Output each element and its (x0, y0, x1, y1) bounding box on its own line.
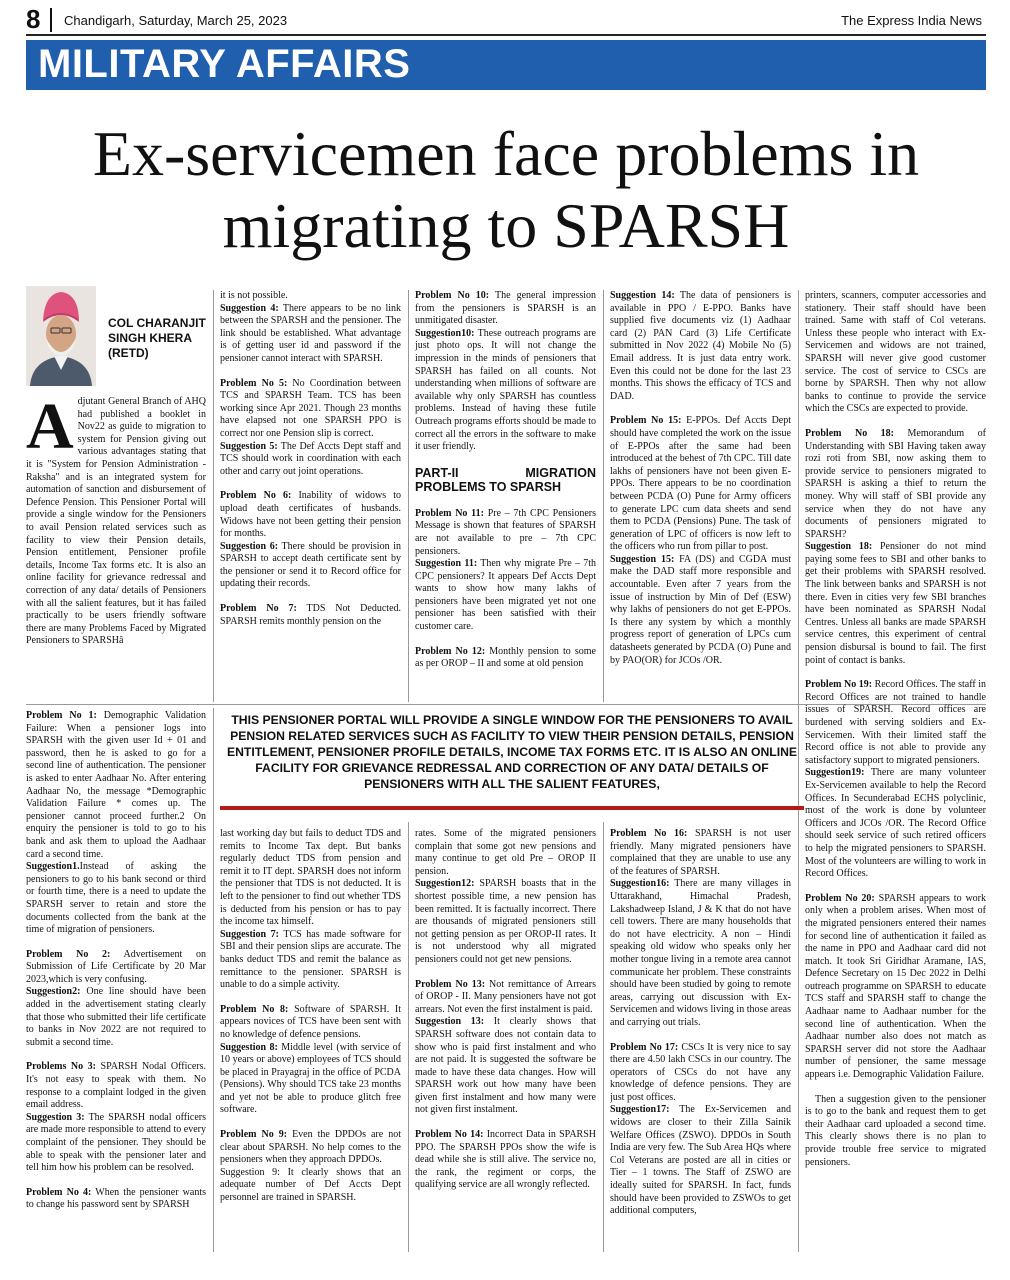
author-byline (108, 316, 208, 361)
paragraph: Problem No 12: Monthly pension to some as per OROP – II and some at old pension (415, 645, 596, 670)
author-name-line1: COL CHARANJIT (108, 316, 206, 330)
pull-quote: THIS PENSIONER PORTAL WILL PROVIDE A SINGLE WINDOW FOR THE PENSIONERS TO AVAIL PENSION RELATED SERVICES SUCH AS FACILITY TO VIEW THEIR PENSION DETAILS, PENSION ENTITLEMENT, PENSIONER PROFILE DETAILS, INCOME TAX FORMS ETC. IT IS ALSO AN ONLINE FACILITY FOR GRIEVANCE REDRESSAL AND CORRECTION OF ANY DATA/ DETAILS OF PENSIONERS WITH ALL THE SALIENT FEATURES, (226, 713, 798, 791)
column-divider (408, 290, 409, 702)
article-column-1 (26, 710, 206, 1255)
section-label: MILITARY AFFAIRS (38, 42, 411, 86)
paragraph: Problem No 10: The general impression from the pensioners is SPARSH is an unmitigated disaster. Suggestion10: These outreach programs are just photo ops. It will not change the impression in the minds of pensioners that SPARSH has failed on all counts. Not understanding when millions of software are available why only SPARSH has countless problems. Instead of having these futile Outreach programs efforts should be made to correct all the errors in the software to make it user friendly. (415, 290, 596, 453)
paragraph: Problem No 9: Even the DPDOs are not clear about SPARSH. No help comes to the pensioners when they approach DPDOs. Suggestion 9: It clearly shows that an adequate number of Def Accts Dept personnel are trained in SPARSH. (220, 1129, 401, 1204)
article-column-2-top (220, 290, 401, 702)
column-divider (603, 290, 604, 702)
author-photo (26, 286, 96, 386)
paragraph: Problem No 2: Advertisement on Submission of Life Certificate by 20 Mar 2023,which is very confusing. Suggestion2: One line should have been added in the advertisement stating clearly that those who submitted their life certificate to banks in Nov 2022 are not required to submit a second time. (26, 948, 206, 1048)
column-divider (213, 290, 214, 702)
paragraph: printers, scanners, computer accessories and stationery. Their staff should have been trained. Same with staff of Col veterans. Unless these people who interact with Ex-Servicemen and widows are not trained, SPARSH will never give good customer service. The cost of service to CSCs are borne by SPARSH. Then why not allow banks to continue to provide the service which the CSCs are expected to provide. (805, 290, 986, 415)
author-rank: (RETD) (108, 346, 149, 360)
headline: Ex-servicemen face problems in migrating to SPARSH (92, 118, 920, 261)
article-column-3-top (415, 290, 596, 702)
article-column-3-bottom (415, 828, 596, 1255)
paragraph: Problems No 3: SPARSH Nodal Officers. It's not easy to speak with them. No response to a complaint lodged in the given email address. Suggestion 3: The SPARSH nodal officers are made more responsible to attend to every complaint of the pensioner. They should be able to speak with the pensioner later and tell him how his problem can be resolved. (26, 1061, 206, 1174)
article-column-4-bottom (610, 828, 791, 1255)
paragraph: Problem No 5: No Coordination between TCS and SPARSH Team. TCS has been working since Apr 2021. Though 23 months have elapsed not one SPARSH PPO is correct nor one Pension slip is correct. Suggestion 5: The Def Accts Dept staff and TCS should work in coordination with each other and carry out joint operations. (220, 377, 401, 477)
paragraph: Problem No 13: Not remittance of Arrears of OROP - II. Many pensioners have not got arrears. Not even the first instalment is paid. Suggestion 13: It clearly shows that SPARSH software does not contain data to show who is paid first instalment and who are not paid. It is suggested the software be made to have these data changes. How will SPARSH work out how many have been given first instalment and how many were not given first instalment. (415, 978, 596, 1116)
column-divider (213, 708, 214, 1252)
dateline: Chandigarh, Saturday, March 25, 2023 (64, 13, 288, 28)
top-rule (26, 34, 986, 36)
paragraph: Problem No 14: Incorrect Data in SPARSH PPO. The SPARSH PPOs show the wife is dead while she is still alive. The service no, the rank, the regiment or corps, the qualifying service are all wrongly reflected. (415, 1129, 596, 1191)
paragraph: Problem No 11: Pre – 7th CPC Pensioners Message is shown that features of SPARSH are not available to pre – 7th CPC pensioners. Suggestion 11: Then why migrate Pre – 7th CPC pensioners? It appears Def Accts Dept wants to show how many lakhs of pensioners have been migrated yet not one pensioner has been satisfied with their customer care. (415, 507, 596, 633)
column-divider (408, 822, 409, 1252)
article-column-2-bottom (220, 828, 401, 1255)
paragraph: Problem No 4: When the pensioner wants to change his password sent by SPARSH (26, 1186, 206, 1211)
newspaper-name: The Express India News (841, 13, 982, 28)
part2-heading: PART-II MIGRATION PROBLEMS TO SPARSH (415, 465, 596, 494)
page-number: 8 (26, 4, 41, 34)
paragraph: Problem No 15: E-PPOs. Def Accts Dept should have completed the work on the issue of E-PPOs after the same had been introduced at the behest of 7th CPC. Till date lakhs of pensioners have not been given E-PPOs. There appears to be no coordination between PCDA (O) Pune for Army officers to generate LPC cum data sheets and send them to PCDA (Pensions) Pune. The task of generation of LPC of officers is now left to the officers who run from pillar to post. Suggestion 15: FA (DS) and CGDA must make the DAD staff more responsible and accountable. Even after 7 years from the issue of instruction by Min of Def (ESW) why lakhs of pensioners do not get E-PPOs. Is there any system by which a monthly progress report of generation of LPCs cum datasheets generated by PCDA (O) Pune and by PAO(OR) for JCOs /OR. (610, 415, 791, 666)
article-column-4-top (610, 290, 791, 702)
paragraph: Problem No 17: CSCs It is very nice to say there are 4.50 lakh CSCs in our country. The operators of CSCs do not have any knowledge of defence pensions. They are just post offices. Suggestion17: The Ex-Servicemen and widows are closer to their Zilla Sainik Welfare Offices (ZSWO). DPDOs in South India are very few. The Sub Area HQs where Col Veterans are posted are all in cities or Tier – 1 towns. The Staff of ZSWO are ideally suited for SPARSH. In fact, funds should have been provided to ZSWOs to get additional computers, (610, 1041, 791, 1217)
paragraph: Problem No 16: SPARSH is not user friendly. Many migrated pensioners have complained that they are unable to use any of the features of SPARSH. Suggestion16: There are many villages in Uttarakhand, Himachal Pradesh, Lakshadweep Island, J & K that do not have cell towers. There are many households that do not have electricity. A non – Hindi speaking old widow who speaks only her mother tongue living in a remote area cannot communicate her problem. These constraints should have been studied by going to remote areas, carrying out discussion with Ex-Servicemen and widows living in those areas and carrying out trials. (610, 828, 791, 1028)
paragraph: Problem No 1: Demographic Validation Failure: When a pensioner logs into SPARSH with the given user Id + 01 and password, then he is asked to go for a second line of authentication. The pensioner is asked to enter Aadhaar No. After entering Aadhaar No, the message *Demographic Validation Failure * comes up. The pensioner cannot proceed further.2 On enquiry the pensioner is told to go to his bank and ask them to upload the Aadhaar card a second time. Suggestion1.Instead of asking the pensioners to go to his bank second or third or fourth time, there is a need to update the SPARSH server to retain and store the documents collected from the bank at the time of migration of pensioners. (26, 710, 206, 936)
paragraph: rates. Some of the migrated pensioners complain that some got new pensions and many continue to get old Pre – OROP II pension. Suggestion12: SPARSH boasts that in the shortest possible time, a new pension has been remitted. It is factually incorrect. There are thousands of migrated pensioners still not getting pension as per OROP-II rates. It is not understood why all migrated pensioners could not get new pensions. (415, 828, 596, 965)
paragraph: Problem No 7: TDS Not Deducted. SPARSH remits monthly pension on the (220, 603, 401, 627)
author-name-line2: SINGH KHERA (108, 331, 193, 345)
article-intro (26, 396, 206, 702)
pull-quote-rule (220, 806, 804, 810)
paragraph: Problem No 19: Record Offices. The staff in Record Offices are not trained to handle issues of SPARSH. Record offices are burdened with serving soldiers and Ex-Servicemen. With their limited staff the Record office is not able to provide any satisfactory support to migrated pensioners. Suggestion19: There are many volunteer Ex-Servicemen available to help the Record Offices. In Secunderabad ECHS polyclinic, most of the work is done by volunteer Officers and JCOs /OR. The Record Office should seek service of such retired officers to help the migrated pensioners to SPARSH. Most of the volunteers are willing to work in Record Offices. (805, 679, 986, 880)
paragraph: Problem No 8: Software of SPARSH. It appears novices of TCS have been sent with no knowledge of defence pensions. Suggestion 8: Middle level (with service of 10 years or above) employees of TCS should be placed in Prayagraj in the office of PCDA (Pensions). Why should TCS take 23 months and yet not be able to produce glitch free software. (220, 1003, 401, 1116)
dropcap: A (26, 396, 74, 463)
column-divider (603, 822, 604, 1252)
masthead-divider (50, 8, 52, 32)
paragraph: Problem No 6: Inability of widows to upload death certificates of husbands. Widows have not been getting their pension for months. Suggestion 6: There should be provision in SPARSH to accept death certificate sent by the pensioner or send it to Record office for updating their records. (220, 490, 401, 590)
article-column-5 (805, 290, 986, 1252)
paragraph: Problem No 20: SPARSH appears to work only when a problem arises. When most of the migrated pensioners entered their names for second line of authentication it failed as the name in PPO and Aadhaar card did not match. It took Sri Giridhar Aramane, IAS, Defence Secretary on 15 Dec 2022 in Delhi outreach programme on SPARSH to educate TCS staff and SPARSH staff to change the Aadhaar name to Aadhaar number for the second line of authentication. When the Aadhaar number also does not match as SPARSH server did not store the Aadhaar number of pensioner, the same message appears i.e. Demographic Validation Failure. (805, 892, 986, 1081)
paragraph: Then a suggestion given to the pensioner is to go to the bank and request them to get their Aadhaar card uploaded a second time. This clearly shows there is no plan to provide trouble free service to migrated pensioners. (805, 1093, 986, 1168)
intro-text: djutant General Branch of AHQ had published a booklet in Nov22 as guide to migration to system for Pension giving out various advantages stating that it is "System for Pension Administration - Raksha" and is an integrated system for automation of sanction and disbursement of Defence Pension. This Pensioner Portal will provide a single window for the Pensioners to avail Pension related services such as facility to view their Pension details, Pension entitlement, Pensioner profile details, Income Tax forms etc. It is also an online facility for grievance redressal and correction of any data/ details of Pensioners with all the salient features, but it has failed practically to be users friendly software there are many Problems Faced by Migrated Pensioners to SPARSHâ (26, 396, 206, 647)
paragraph: last working day but fails to deduct TDS and remits to Income Tax dept. But banks regularly deduct TDS from pension and remit it to IT dept. SPARSH does not inform the pensioner that TDS is not deducted. It is left to the pensioner to find out whether TDS is deducted from his pension or has to pay the income tax himself. Suggestion 7: TCS has made software for SBI and their pension slips are accurate. The banks deduct TDS and remit the balance as remittance to the pensioner. SPARSH is unable to do a simple activity. (220, 828, 401, 991)
paragraph: Problem No 18: Memorandum of Understanding with SBI Having taken away rozi roti from SBI, now asking them to provide service to pensioners migrated to SPARSH is asking a thief to return the money. Why will staff of SBI provide any service when they do not have any documents of pensioners migrated to SPARSH? Suggestion 18: Pensioner do not mind paying some fees to SBI and other banks to get their problems with SPARSH resolved. The link between banks and SPARSH is not there. Even in cities very few SBI branches have been nominated as SPARSH Nodal Centres. Unless all banks are made SPARSH service centres, this experiment of central pension disbursal is bound to fail. The first point of contact is banks. (805, 427, 986, 666)
paragraph: Suggestion 14: The data of pensioners is available in PPO / E-PPO. Banks have supplied five documents viz (1) Aadhaar card (2) PAN Card (3) Life Certificate submitted in Nov 2022 (4) Mobile No (5) Email address. It is just data entry work. Even this could not be done for the last 23 months. This shows the efficacy of TCS and DAD. (610, 290, 791, 402)
paragraph: it is not possible. Suggestion 4: There appears to be no link between the SPARSH and the pensioner. The link should be established. What advantage is of getting user id and password if the pensioner cannot interact with SPARSH. (220, 290, 401, 364)
